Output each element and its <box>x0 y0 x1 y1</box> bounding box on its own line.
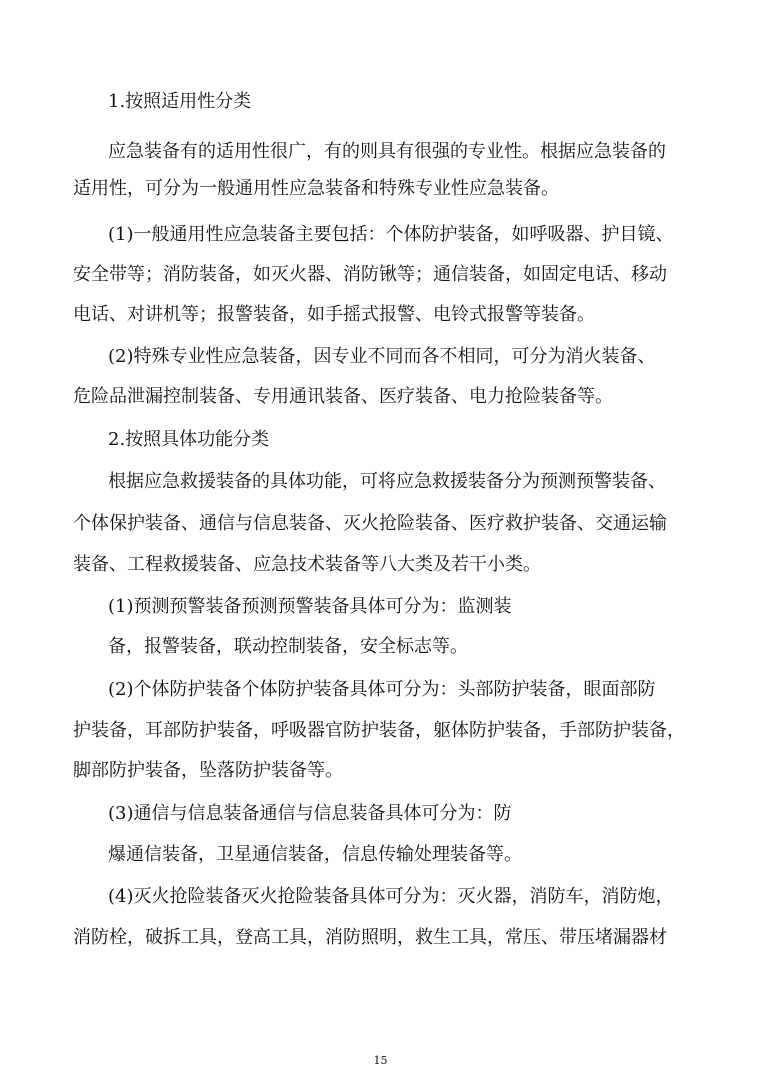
paragraph-line: 适用性，可分为一般通用性应急装备和特殊专业性应急装备。 <box>73 178 559 199</box>
paragraph-line: 脚部防护装备，坠落防护装备等。 <box>73 760 343 781</box>
paragraph-line: (3)通信与信息装备通信与信息装备具体可分为：防 <box>108 803 512 824</box>
paragraph-line: 电话、对讲机等；报警装备，如手摇式报警、电铃式报警等装备。 <box>73 304 595 325</box>
paragraph-line: 应急装备有的适用性很广，有的则具有很强的专业性。根据应急装备的 <box>108 141 666 162</box>
paragraph-line: 爆通信装备，卫星通信装备，信息传输处理装备等。 <box>108 844 522 865</box>
paragraph-line: 备，报警装备，联动控制装备，安全标志等。 <box>108 636 468 657</box>
paragraph-line: 个体保护装备、通信与信息装备、灭火抢险装备、医疗救护装备、交通运输 <box>73 513 667 534</box>
section-heading-function: 2.按照具体功能分类 <box>108 429 270 450</box>
paragraph-line: 装备、工程救援装备、应急技术装备等八大类及若干小类。 <box>73 554 541 575</box>
paragraph-line: (1)一般通用性应急装备主要包括：个体防护装备，如呼吸器、护目镜、 <box>108 224 674 245</box>
paragraph-line: 护装备，耳部防护装备，呼吸器官防护装备，躯体防护装备，手部防护装备， <box>73 720 685 741</box>
paragraph-line: 根据应急救援装备的具体功能，可将应急救援装备分为预测预警装备、 <box>108 471 666 492</box>
paragraph-line: 消防栓，破拆工具，登高工具，消防照明，救生工具，常压、带压堵漏器材 <box>73 927 667 948</box>
section-heading-applicability: 1.按照适用性分类 <box>108 91 252 112</box>
paragraph-line: 安全带等；消防装备，如灭火器、消防锹等；通信装备，如固定电话、移动 <box>73 264 667 285</box>
paragraph-line: 危险品泄漏控制装备、专用通讯装备、医疗装备、电力抢险装备等。 <box>73 386 613 407</box>
paragraph-line: (2)个体防护装备个体防护装备具体可分为：头部防护装备，眼面部防 <box>108 679 656 700</box>
paragraph-line: (4)灭火抢险装备灭火抢险装备具体可分为：灭火器，消防车，消防炮， <box>108 886 674 907</box>
paragraph-line: (1)预测预警装备预测预警装备具体可分为：监测装 <box>108 596 512 617</box>
paragraph-line: (2)特殊专业性应急装备，因专业不同而各不相同，可分为消火装备、 <box>108 346 656 367</box>
page-number: 15 <box>373 1054 388 1067</box>
